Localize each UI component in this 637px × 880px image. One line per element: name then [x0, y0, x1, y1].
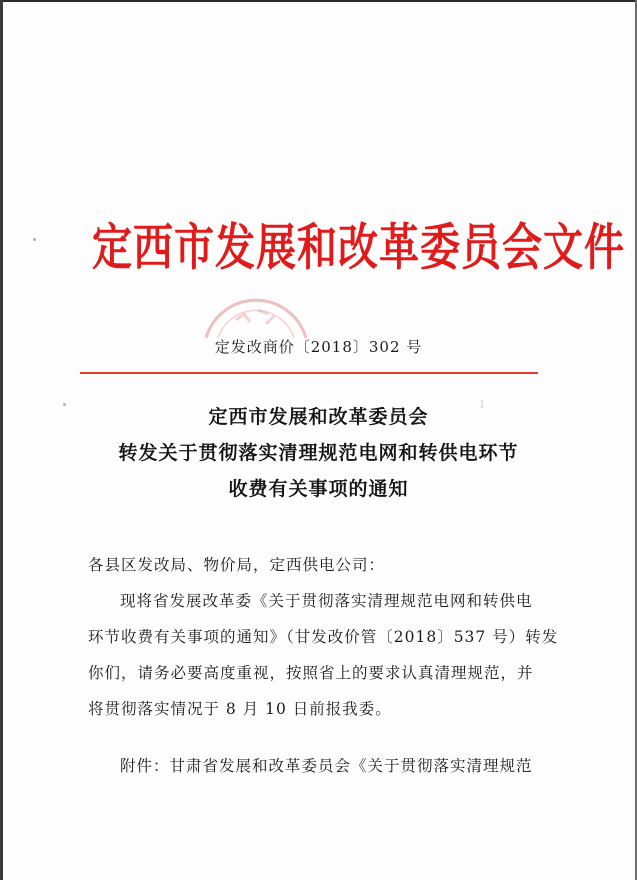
- notice-title-line-1: 定西市发展和改革委员会: [208, 406, 429, 428]
- red-divider-rule: [80, 372, 538, 374]
- scan-speck: [63, 403, 66, 406]
- issuer-banner: 定西市发展和改革委员会文件: [92, 218, 625, 277]
- faint-mark: Ⅰ: [480, 400, 484, 411]
- salutation: 各县区发改局、物价局，定西供电公司：: [88, 556, 386, 574]
- paragraph-line: 环节收费有关事项的通知》（甘发改价管〔2018〕537 号）转发: [88, 628, 559, 646]
- document-number: 定发改商价〔2018〕302 号: [214, 338, 423, 356]
- paragraph-line: 你们，请务必要高度重视，按照省上的要求认真清理规范，并: [88, 664, 534, 682]
- notice-title-line-3: 收费有关事项的通知: [228, 478, 409, 500]
- paragraph-line: 将贯彻落实情况于 8 月 10 日前报我委。: [88, 700, 392, 718]
- paragraph-line: 现将省发展改革委《关于贯彻落实清理规范电网和转供电: [120, 592, 533, 610]
- notice-title-line-2: 转发关于贯彻落实清理规范电网和转供电环节: [118, 442, 519, 464]
- attachment-line: 附件：甘肃省发展和改革委员会《关于贯彻落实清理规范: [120, 757, 533, 775]
- scan-edge-top: [0, 0, 637, 2]
- scan-speck: [33, 238, 36, 241]
